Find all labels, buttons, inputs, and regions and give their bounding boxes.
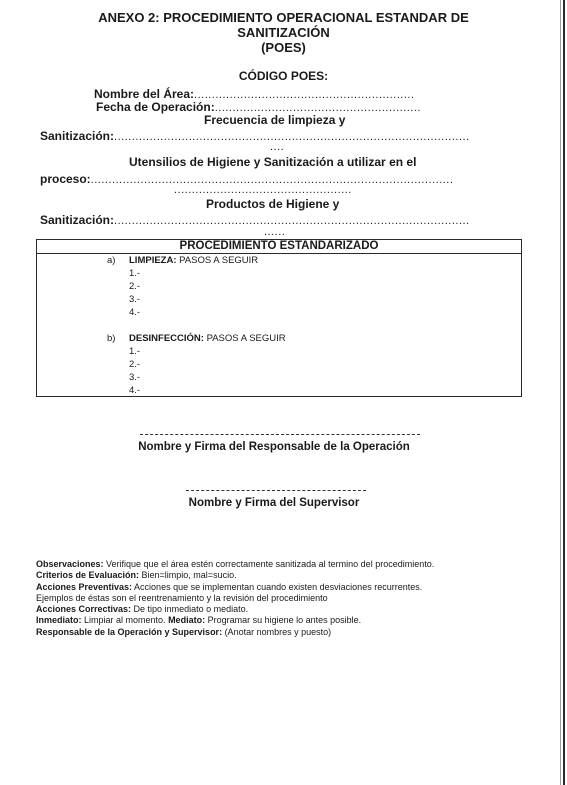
correctivas-text: De tipo inmediato o mediato.	[131, 604, 249, 615]
area-dots: ..............................................................	[194, 89, 415, 101]
codigo-poes-label: CÓDIGO POES:	[238, 69, 329, 83]
scan-edge	[563, 0, 565, 785]
procedure-box	[36, 239, 522, 397]
utensilios-dots-tail: ..................................................	[174, 184, 352, 196]
fecha-dots: ..........................................................	[214, 102, 421, 114]
correctivas-label: Acciones Correctivas:	[36, 604, 132, 615]
utensilios-dots: ......................................................................................................	[90, 174, 454, 186]
desinfeccion-title: DESINFECCIÓN:	[129, 333, 204, 344]
frecuencia-dots-tail: ....	[270, 141, 285, 153]
preventivas-label: Acciones Preventivas:	[36, 581, 133, 592]
supervisor-signature-line[interactable]	[186, 490, 366, 491]
productos-dots: ....................................................................................................	[114, 215, 470, 227]
section-title-limpieza	[129, 255, 258, 266]
note-responsable	[36, 627, 434, 638]
limpieza-step-2[interactable]: 2.-	[129, 281, 141, 292]
productos-dots-tail: ......	[264, 226, 286, 238]
utensilios-label-2: proceso:	[40, 172, 91, 186]
criterios-text: Bien=limpio, mal=sucio.	[139, 570, 237, 581]
frecuencia-dots: ....................................................................................................	[114, 131, 470, 143]
productos-field[interactable]	[40, 211, 470, 229]
notes-block	[36, 559, 434, 638]
responsable-signature-line[interactable]	[140, 434, 420, 435]
procedure-heading: PROCEDIMIENTO ESTANDARIZADO	[37, 240, 521, 254]
section-title-desinfeccion	[129, 333, 286, 344]
note-observaciones	[36, 559, 434, 570]
limpieza-step-3[interactable]: 3.-	[129, 294, 141, 305]
desinfeccion-step-4[interactable]: 4.-	[129, 385, 141, 396]
criterios-label: Criterios de Evaluación:	[36, 570, 140, 581]
frecuencia-field[interactable]	[40, 127, 470, 145]
note-correctivas	[36, 604, 434, 615]
supervisor-signature-label: Nombre y Firma del Supervisor	[188, 497, 360, 509]
inmediato-label: Inmediato:	[36, 615, 82, 626]
desinfeccion-step-2[interactable]: 2.-	[129, 359, 141, 370]
title-line-2: SANITIZACIÓN	[237, 25, 330, 40]
limpieza-subtitle: PASOS A SEGUIR	[176, 255, 259, 266]
responsable-signature-label: Nombre y Firma del Responsable de la Operación	[138, 441, 410, 453]
note-criterios	[36, 570, 434, 581]
preventivas-text: Acciones que se implementan cuando existen desviaciones recurrentes.	[132, 581, 423, 592]
responsable-text: (Anotar nombres y puesto)	[222, 626, 332, 637]
scan-edge-inner	[560, 0, 561, 785]
area-label: Nombre del Área:	[94, 87, 195, 101]
title-line-3: (POES)	[261, 40, 306, 55]
note-preventivas	[36, 582, 434, 593]
note-preventivas-2: Ejemplos de éstas son el reentrenamiento y la revisión del procedimiento	[36, 592, 328, 603]
frecuencia-label-1: Frecuencia de limpieza y	[204, 113, 346, 127]
desinfeccion-subtitle: PASOS A SEGUIR	[203, 333, 286, 344]
desinfeccion-step-3[interactable]: 3.-	[129, 372, 141, 383]
observaciones-label: Observaciones:	[36, 559, 104, 569]
section-marker-limpieza: a)	[107, 255, 116, 266]
productos-label-1: Productos de Higiene y	[206, 197, 340, 211]
limpieza-title: LIMPIEZA:	[129, 255, 177, 266]
note-inmediato	[36, 615, 434, 626]
desinfeccion-step-1[interactable]: 1.-	[129, 346, 141, 357]
section-marker-desinfeccion: b)	[107, 333, 116, 344]
productos-label-2: Sanitización:	[40, 213, 115, 227]
limpieza-step-1[interactable]: 1.-	[129, 268, 141, 279]
fecha-label: Fecha de Operación:	[96, 100, 215, 114]
frecuencia-label-2: Sanitización:	[40, 129, 115, 143]
mediato-text: Programar su higiene lo antes posible.	[205, 615, 362, 626]
responsable-label: Responsable de la Operación y Supervisor:	[36, 626, 223, 637]
observaciones-text: Verifique que el área estén correctamente sanitizada al termino del procedimiento.	[103, 559, 435, 569]
inmediato-text: Limpiar al momento.	[81, 615, 169, 626]
limpieza-step-4[interactable]: 4.-	[129, 307, 141, 318]
mediato-label: Mediato:	[168, 615, 206, 626]
utensilios-label-1: Utensilios de Higiene y Sanitización a utilizar en el	[129, 155, 417, 169]
title-line-1: ANEXO 2: PROCEDIMIENTO OPERACIONAL ESTANDAR DE	[98, 10, 469, 25]
